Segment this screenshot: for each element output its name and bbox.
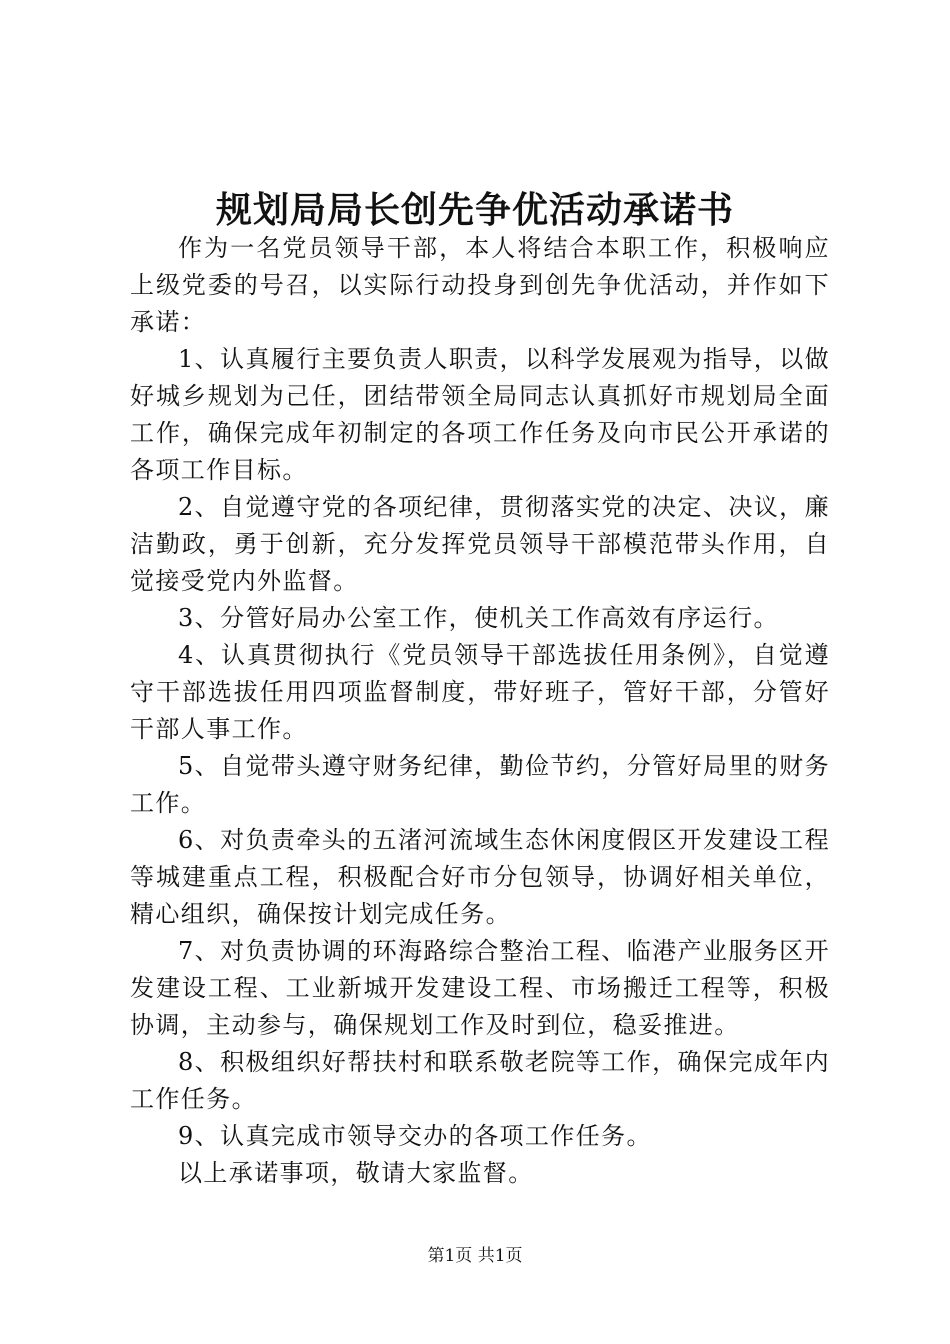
pledge-item-3: 3、分管好局办公室工作，使机关工作高效有序运行。 (178, 604, 779, 632)
closing-paragraph: 以上承诺事项，敬请大家监督。 (178, 1159, 534, 1187)
pledge-item-6: 6、对负责牵头的五渚河流域生态休闲度假区开发建设工程等城建重点工程，积极配合好市分包领导，协调好相关单位，精心组织，确保按计划完成任务。 (130, 826, 830, 928)
pledge-item-5: 5、自觉带头遵守财务纪律，勤俭节约，分管好局里的财务工作。 (130, 752, 830, 817)
document-body (130, 230, 830, 1192)
pledge-item-7: 7、对负责协调的环海路综合整治工程、临港产业服务区开发建设工程、工业新城开发建设工程、市场搬迁工程等，积极协调，主动参与，确保规划工作及时到位，稳妥推进。 (130, 937, 830, 1039)
pledge-item-4: 4、认真贯彻执行《党员领导干部选拔任用条例》，自觉遵守干部选拔任用四项监督制度，带好班子，管好干部，分管好干部人事工作。 (130, 641, 830, 743)
pledge-item-9: 9、认真完成市领导交办的各项工作任务。 (178, 1122, 652, 1150)
page-footer: 第1页 共1页 (427, 1246, 523, 1266)
document-title: 规划局局长创先争优活动承诺书 (215, 189, 734, 231)
pledge-item-8: 8、积极组织好帮扶村和联系敬老院等工作，确保完成年内工作任务。 (130, 1048, 830, 1113)
pledge-item-1: 1、认真履行主要负责人职责，以科学发展观为指导，以做好城乡规划为己任，团结带领全局同志认真抓好市规划局全面工作，确保完成年初制定的各项工作任务及向市民公开承诺的各项工作目标。 (130, 345, 830, 484)
intro-paragraph: 作为一名党员领导干部，本人将结合本职工作，积极响应上级党委的号召，以实际行动投身到创先争优活动，并作如下承诺： (130, 234, 830, 336)
pledge-item-2: 2、自觉遵守党的各项纪律，贯彻落实党的决定、决议，廉洁勤政，勇于创新，充分发挥党员领导干部模范带头作用，自觉接受党内外监督。 (130, 493, 830, 595)
